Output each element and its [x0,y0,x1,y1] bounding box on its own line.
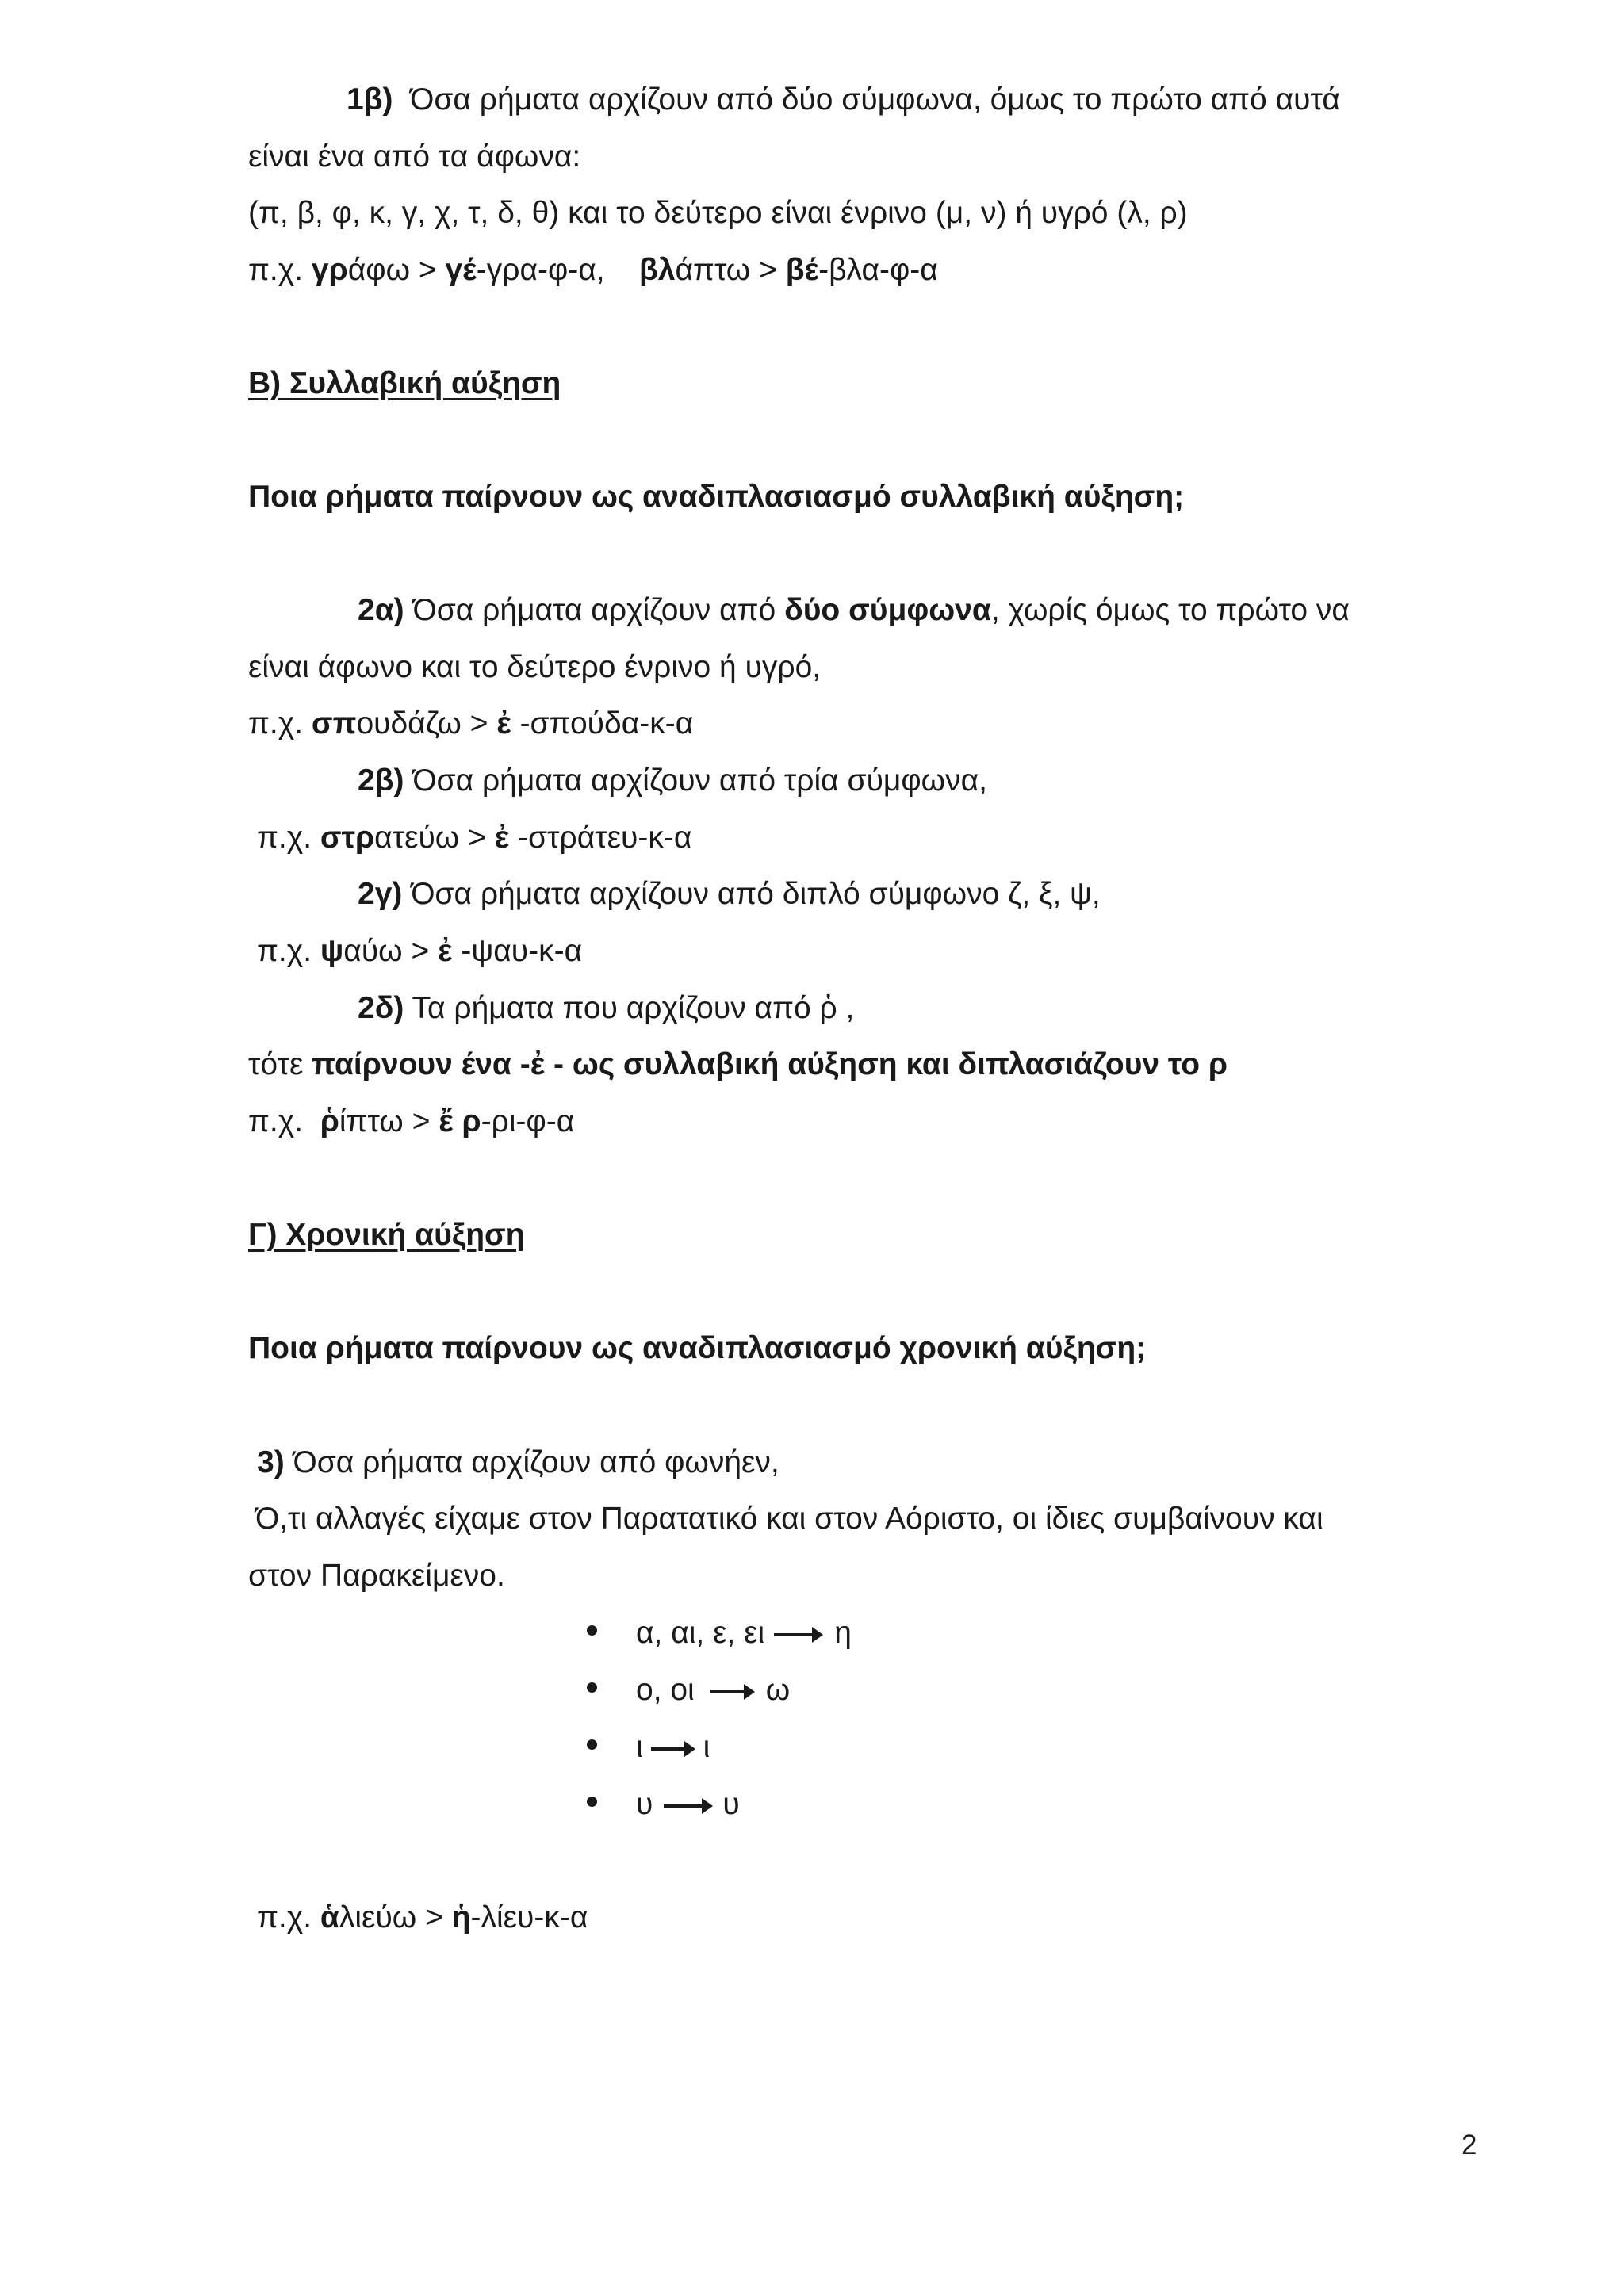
vowel-to: η [834,1616,852,1650]
example-prefix: π.χ. [257,1900,312,1934]
arrow-right-icon [664,1804,703,1808]
example-bold: ἐ [494,821,510,855]
vowel-from: ο, οι [636,1673,695,1707]
example-text: ίπτω > [339,1104,439,1138]
arrow-right-icon [774,1633,814,1636]
rule-2a-line1 [358,595,1350,626]
rule-2c-text: Όσα ρήματα αρχίζουν από διπλό σύμφωνο ζ, ξ, ψ, [402,877,1101,911]
page-number: 2 [1461,2130,1477,2160]
rule-2a-label: 2α) [358,593,404,627]
example-prefix: π.χ. [257,934,312,968]
section-c-question: Ποια ρήματα παίρνουν ως αναδιπλασιασμό χρονική αύξηση; [248,1331,1147,1365]
rule-2c-example [257,936,582,966]
example-bold: στρ [320,821,375,855]
vowel-to: υ [722,1787,740,1821]
rule-3-label: 3) [257,1445,285,1479]
arrow-right-icon [651,1747,686,1751]
rule-1b-text: Όσα ρήματα αρχίζουν από δύο σύμφωνα, όμως το πρώτο από αυτά [410,82,1340,117]
example-bold: ἐ [438,934,453,968]
example-text: ουδάζω > [356,706,497,740]
rule-2d-text: τότε [248,1047,312,1081]
rule-3-text: Όσα ρήματα αρχίζουν από φωνήεν, [284,1445,779,1479]
bullet-dot [587,1682,597,1693]
rule-2a-text: , χωρίς όμως το πρώτο να [990,593,1350,627]
rule-1b-line3: (π, β, φ, κ, γ, χ, τ, δ, θ) και το δεύτερο είναι ένρινο (μ, ν) ή υγρό (λ, ρ) [248,196,1188,230]
example-text: -λίευ-κ-α [470,1900,588,1934]
example-bold: ἔ ρ [439,1104,481,1138]
rule-3-example [257,1902,588,1933]
rule-2c-line1 [358,878,1101,909]
example-bold: γέ [445,253,477,287]
example-text: -βλα-φ-α [818,253,938,287]
rule-3-line2: Ό,τι αλλαγές είχαμε στον Παρατατικό και στον Αόριστο, οι ίδιες συμβαίνουν και [255,1502,1323,1536]
rule-2b-example [257,822,691,853]
rule-1b-label: 1β) [347,82,393,117]
example-text: -γρα-φ-α, [476,253,605,287]
example-bold: ἁ [320,1900,339,1934]
example-text: -ρι-φ-α [481,1104,575,1138]
example-bold: γρ [311,253,348,287]
example-prefix: π.χ. [257,821,312,855]
rule-2d-line1 [358,993,854,1024]
example-bold: ψ [320,934,344,968]
section-b-question: Ποια ρήματα παίρνουν ως αναδιπλασιασμό συλλαβική αύξηση; [248,480,1185,514]
example-bold: ἐ [496,706,511,740]
rule-2d-example [248,1106,574,1137]
rule-1b-example [248,254,938,285]
example-bold: βέ [785,253,819,287]
example-text: αύω > [343,934,439,968]
rule-2d-line2 [248,1049,1228,1080]
example-text: -στράτευ-κ-α [509,821,692,855]
vowel-to: ω [765,1673,791,1707]
rule-2d-label: 2δ) [358,991,404,1025]
rule-2b-text: Όσα ρήματα αρχίζουν από τρία σύμφωνα, [404,763,988,798]
rule-2a-line2: είναι άφωνο και το δεύτερο ένρινο ή υγρό, [248,650,822,684]
example-bold: ῥ [320,1104,339,1138]
rule-2d-bold: παίρνουν ένα -ἐ - ως συλλαβική αύξηση και διπλασιάζουν το ρ [312,1047,1228,1081]
vowel-from: ι [636,1730,643,1764]
rule-2a-text: Όσα ρήματα αρχίζουν από [404,593,785,627]
example-prefix: π.χ. [248,706,304,740]
rule-3-line3: στον Παρακείμενο. [248,1559,505,1593]
rule-2a-bold: δύο σύμφωνα [784,593,991,627]
rule-1b-line1 [347,84,1340,115]
example-prefix: π.χ. [248,253,304,287]
vowel-from: υ [636,1787,653,1821]
bullet-dot [587,1625,597,1636]
example-bold: βλ [638,253,676,287]
section-b-heading: Β) Συλλαβική αύξηση [248,366,561,400]
example-bold: σπ [311,706,357,740]
bullet-dot [587,1739,597,1750]
example-text: λιεύω > [339,1900,452,1934]
vowel-to: ι [703,1730,710,1764]
rule-3-line1 [257,1447,779,1478]
rule-2a-example [248,708,693,739]
section-c-heading: Γ) Χρονική αύξηση [248,1218,525,1252]
vowel-from: α, αι, ε, ει [636,1616,765,1650]
rule-2b-label: 2β) [358,763,404,798]
example-prefix: π.χ. [248,1104,304,1138]
example-text: -ψαυ-κ-α [452,934,583,968]
rule-2c-label: 2γ) [358,877,403,911]
rule-2d-text: Τα ρήματα που αρχίζουν από ῥ , [404,991,855,1025]
bullet-dot [587,1797,597,1807]
example-text: ατεύω > [374,821,495,855]
example-text: άφω > [347,253,446,287]
example-text: άπτω > [675,253,786,287]
rule-1b-line2: είναι ένα από τα άφωνα: [248,140,581,174]
arrow-right-icon [710,1690,745,1693]
rule-2b-line1 [358,765,987,796]
example-text: -σπούδα-κ-α [511,706,694,740]
example-bold: ἡ [451,1900,471,1934]
